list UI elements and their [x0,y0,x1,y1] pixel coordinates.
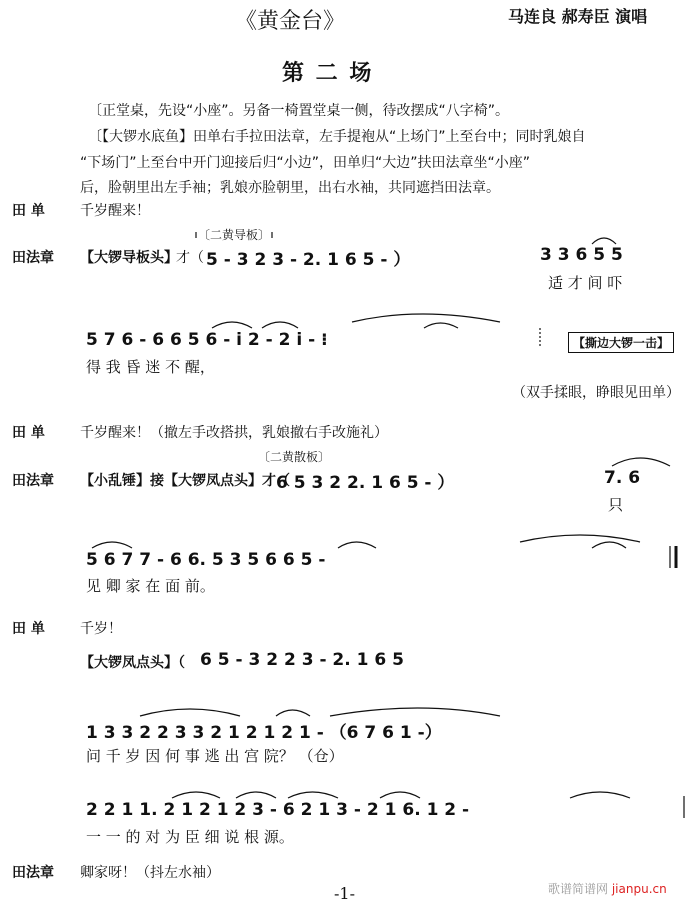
stage-direction-3: “下场门”上至台中开门迎接后归“小边”，田单归“大边”扶田法章坐“小座” [80,155,531,171]
slur [92,542,132,548]
slur [380,792,420,798]
slur [424,323,458,328]
lyric-row: 问 千 岁 因 何 事 逃 出 宫 院？ （仓） [86,747,344,765]
watermark-site-name: 歌谱简谱网 [548,882,609,896]
slur [262,322,298,328]
watermark-url: jianpu.cn [611,882,667,896]
notation-row: 3 3 6 5 5 [540,245,623,265]
slur [276,710,310,716]
sa-mark: 才（ [176,250,204,266]
slur [140,709,240,716]
stage-direction-4: 后，脸朝里出左手袖；乳娘亦脸朝里，出右水袖，共同遮挡田法章。 [80,180,500,196]
opera-title: 《黄金台》 [235,9,346,34]
stage-action: （双手揉眼，睁眼见田单） [512,385,680,401]
slur [236,792,276,798]
notation-row: 6 5 3 2 2. 1 6 5 - ） [276,473,455,493]
slur [288,792,338,798]
page-number: -1- [334,884,355,903]
speech-line: 千岁！ [80,621,122,637]
slur [330,708,500,716]
role-tianfazhang: 田法章 [12,473,54,489]
mode-label: 〔二黄散板〕 [258,450,331,464]
stage-direction-2: 〔【大锣水底鱼】田单右手拉田法章，左手提袍从“上场门”上至台中；同时乳娘自 [88,129,586,145]
performers-credit: 马连良 郝寿臣 演唱 [508,7,648,26]
role-tianfazhang: 田法章 [12,865,54,881]
notation-row: 7. 6 [604,468,641,488]
notation-row: 6 5 - 3 2 2 3 - 2. 1 6 5 [200,650,404,670]
lyric-row: 一 一 的 对 为 臣 细 说 根 源。 [86,828,294,846]
slur [592,238,616,244]
slur [212,322,252,328]
percussion-cue: 【小乱锤】接【大锣凤点头】才（ [80,473,290,489]
percussion-cue: 【大锣凤点头】（ [80,655,185,671]
role-tianfazhang: 田法章 [12,250,54,266]
scene-heading: 第 二 场 [282,61,374,86]
lyric-row: 适 才 间 吓 [548,274,623,292]
percussion-cue: 【大锣导板头】 [80,250,178,266]
slur [520,535,640,542]
speech-line: 卿家呀！（抖左水袖） [80,865,220,881]
notation-row: 5 6 7 7 - 6 6. 5 3 5 6 6 5 - [86,550,326,570]
mode-bracket [196,232,272,238]
slur [592,542,626,548]
percussion-cue-box: 【撕边大锣一击】 [568,332,674,353]
notation-row: 5 7 6 - 6 6 5 6 - i 2 - 2 i - ⁝ [86,330,328,350]
slur [612,458,670,466]
notation-row: 2 2 1 1. 2 1 2 1 2 3 - 6 2 1 3 - 2 1 6. 1 2 - [86,800,470,820]
notation-row: 1 3 3 2 2 3 3 2 1 2 1 2 1 - （6 7 6 1 -） [86,723,442,743]
slur [172,792,220,798]
lyric-row: 只 [608,496,624,514]
slur [570,792,630,798]
role-tiandan: 田 单 [12,203,45,219]
speech-line: 千岁醒来！（撤左手改搭拱，乳娘撤右手改施礼） [80,425,388,441]
role-tiandan: 田 单 [12,621,45,637]
stage-direction-1: 〔正堂桌，先设“小座”。另备一椅置堂桌一侧，待改摆成“八字椅”。 [88,103,510,119]
slur [338,542,376,548]
notation-row: 5 - 3 2 3 - 2. 1 6 5 - ） [206,250,411,270]
speech-line: 千岁醒来！ [80,203,150,219]
mode-label: 〔二黄导板〕 [198,228,271,242]
lyric-row: 见 卿 家 在 面 前。 [86,577,215,595]
lyric-row: 得 我 昏 迷 不 醒， [86,358,215,376]
role-tiandan: 田 单 [12,425,45,441]
slur [352,314,500,322]
